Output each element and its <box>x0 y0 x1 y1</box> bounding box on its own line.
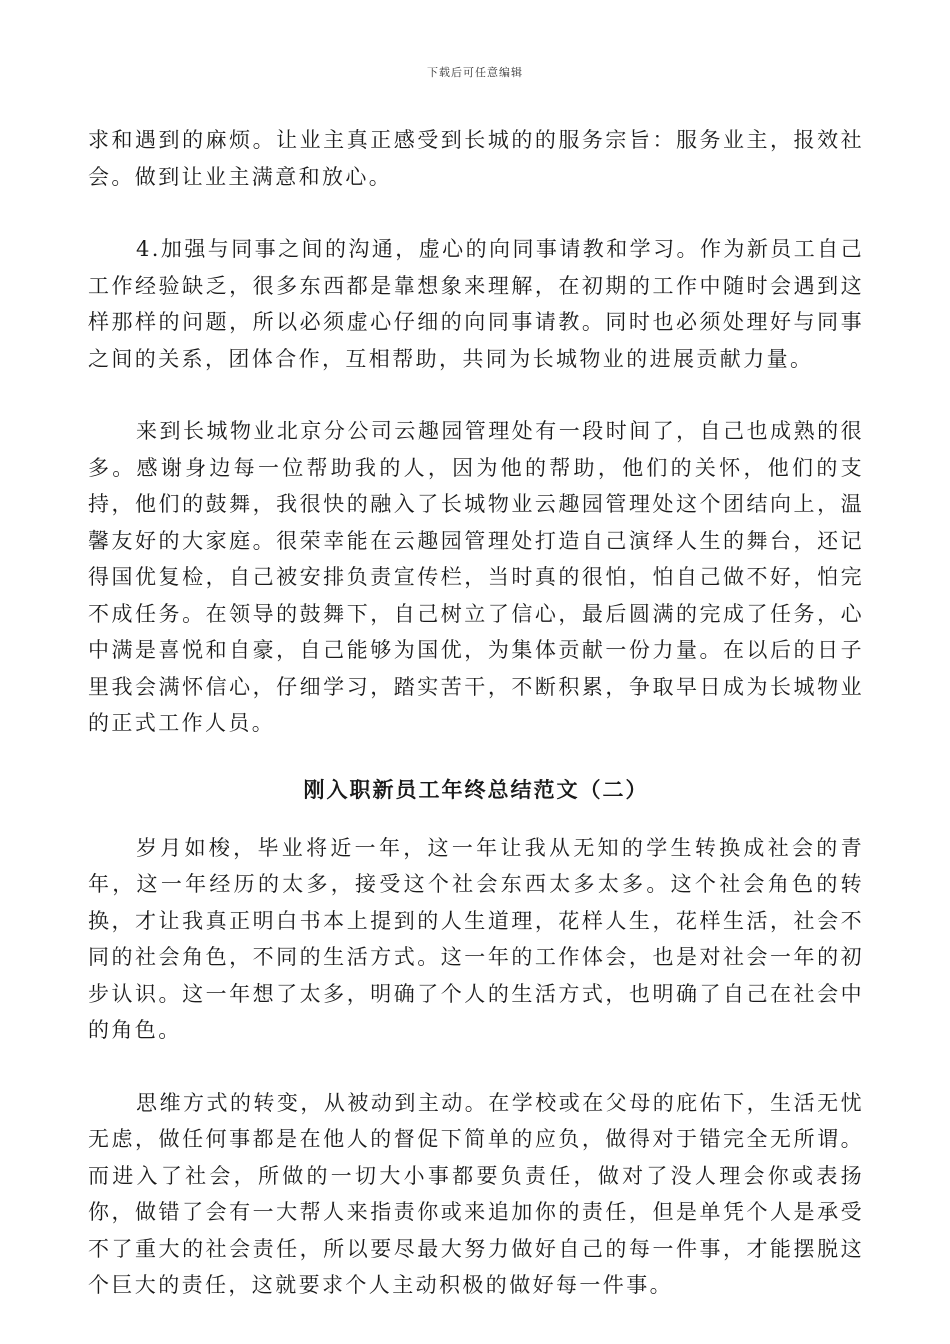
paragraph-reflection: 来到长城物业北京分公司云趣园管理处有一段时间了，自己也成熟的很多。感谢身边每一位帮助我的人，因为他的帮助，他们的关怀，他们的支持，他们的鼓舞，我很快的融入了长城物业云趣园管理处这个团结向上，温馨友好的大家庭。很荣幸能在云趣园管理处打造自己演绎人生的舞台，还记得国优复检，自己被安排负责宣传栏，当时真的很怕，怕自己做不好，怕完不成任务。在领导的鼓舞下，自己树立了信心，最后圆满的完成了任务，心中满是喜悦和自豪，自己能够为国优，为集体贡献一份力量。在以后的日子里我会满怀信心，仔细学习，踏实苦干，不断积累，争取早日成为长城物业的正式工作人员。 <box>88 419 864 735</box>
paragraph-mindset-change: 思维方式的转变，从被动到主动。在学校或在父母的庇佑下，生活无忧无虑，做任何事都是在他人的督促下简单的应负，做得对于错完全无所谓。而进入了社会，所做的一切大小事都要负责任，做对了没人理会你或表扬你，做错了会有一大帮人来指责你或来追加你的责任，但是单凭个人是承受不了重大的社会责任，所以要尽最大努力做好自己的每一件事，才能摆脱这个巨大的责任，这就要求个人主动积极的做好每一件事。 <box>88 1090 864 1297</box>
paragraph-continuation: 求和遇到的麻烦。让业主真正感受到长城的的服务宗旨：服务业主，报效社会。做到让业主满意和放心。 <box>88 128 864 189</box>
document-body <box>88 122 864 1304</box>
paragraph-item-4: 4.加强与同事之间的沟通，虚心的向同事请教和学习。作为新员工自己工作经验缺乏，很多东西都是靠想象来理解，在初期的工作中随时会遇到这样那样的问题，所以必须虚心仔细的向同事请教。同时也必须处理好与同事之间的关系，团体合作，互相帮助，共同为长城物业的进展贡献力量。 <box>88 237 864 371</box>
section-title: 刚入职新员工年终总结范文（二） <box>303 777 649 802</box>
page-header: 下载后可任意编辑 <box>427 66 523 79</box>
paragraph-year-summary: 岁月如梭，毕业将近一年，这一年让我从无知的学生转换成社会的青年，这一年经历的太多，接受这个社会东西太多太多。这个社会角色的转换，才让我真正明白书本上提到的人生道理，花样人生，花样生活，社会不同的社会角色，不同的生活方式。这一年的工作体会，也是对社会一年的初步认识。这一年想了太多，明确了个人的生活方式，也明确了自己在社会中的角色。 <box>88 835 864 1042</box>
